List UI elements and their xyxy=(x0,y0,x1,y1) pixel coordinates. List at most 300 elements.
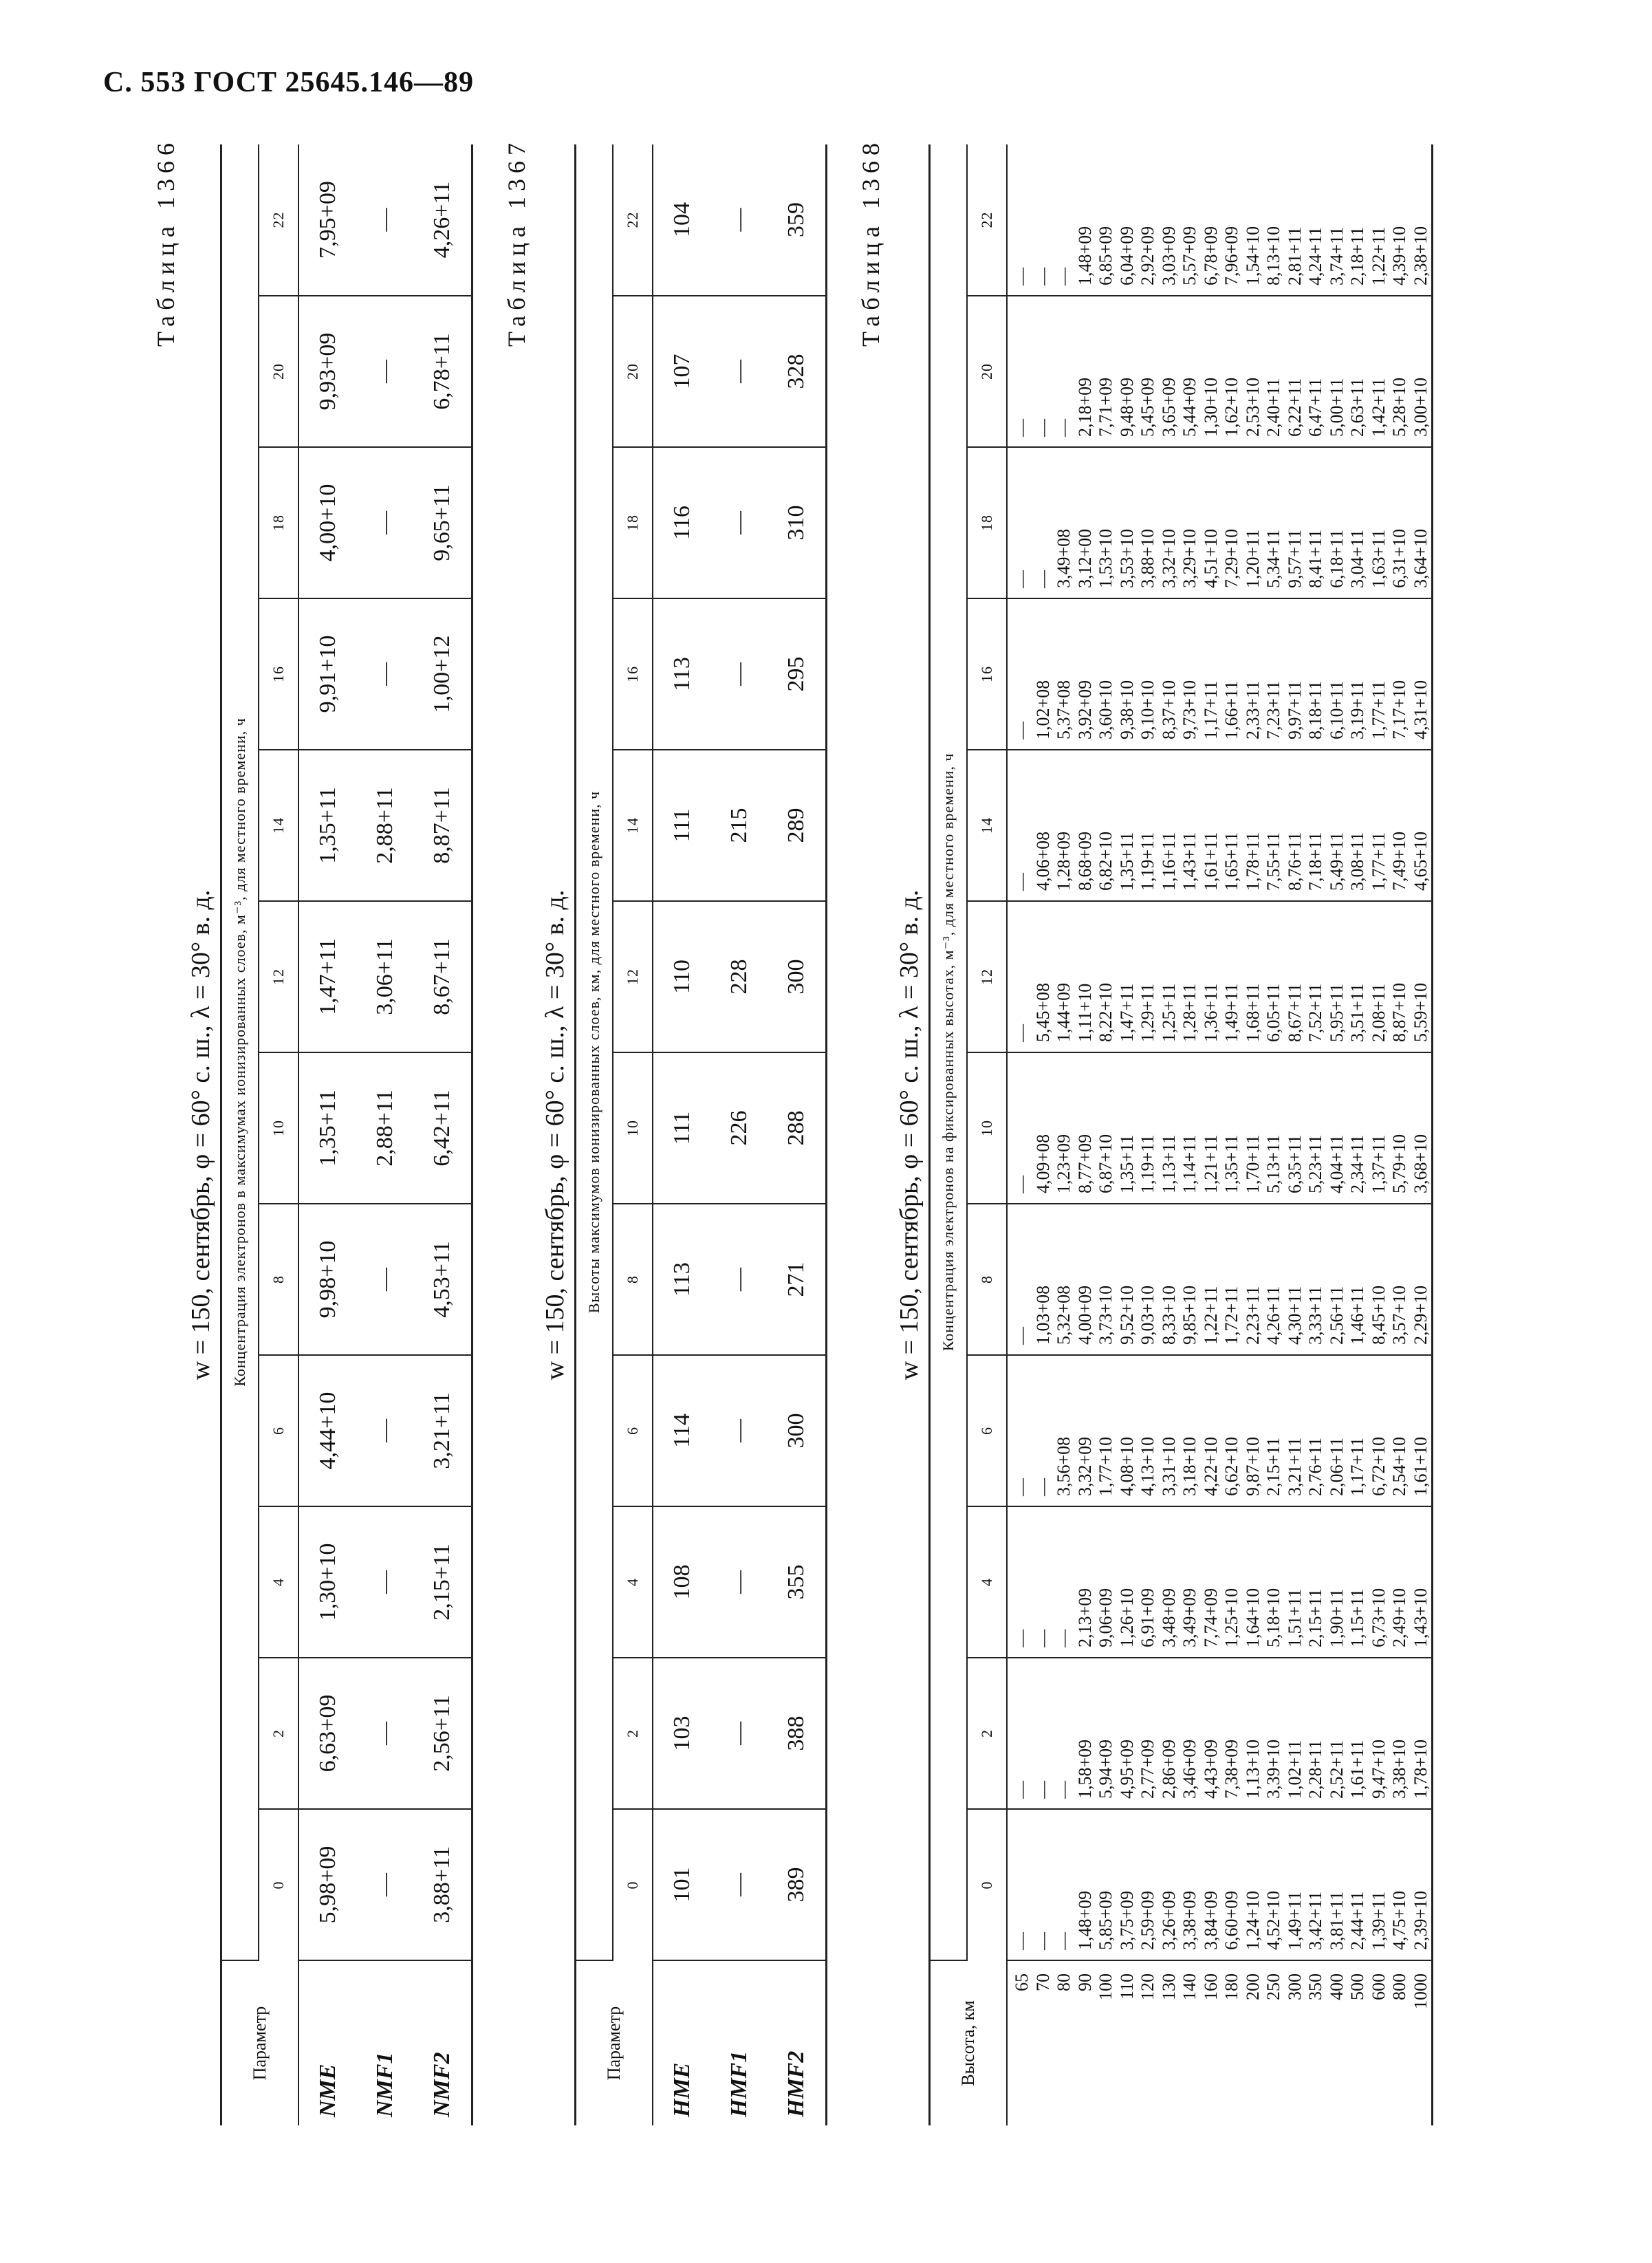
value-cell: 3,48+09 xyxy=(1158,1588,1179,1647)
altitude-value: 250 xyxy=(1263,1973,1283,2000)
value-cell: 1,53+10 xyxy=(1096,528,1116,588)
table-row xyxy=(298,144,356,2125)
value-cell: — xyxy=(1012,419,1032,437)
altitude-value: 160 xyxy=(1200,1973,1221,2000)
value-cell: 2,52+11 xyxy=(1326,1740,1347,1799)
value-cell: — xyxy=(710,1355,768,1506)
value-cell: 1,42+11 xyxy=(1368,378,1389,437)
value-cell: 2,54+10 xyxy=(1389,1436,1409,1496)
hour-header: 6 xyxy=(613,1355,653,1506)
value-cell: 4,22+10 xyxy=(1200,1436,1221,1496)
value-cell: 1,35+11 xyxy=(1221,1134,1241,1193)
value-cell: 1,78+10 xyxy=(1410,1739,1431,1799)
value-cell: 1,14+11 xyxy=(1180,1134,1199,1193)
value-cell: 4,26+11 xyxy=(1263,1286,1283,1345)
value-cell: 3,57+10 xyxy=(1389,1285,1409,1345)
value-cell: 1,35+11 xyxy=(1116,832,1137,891)
hour-header: 22 xyxy=(259,144,298,296)
value-cell: 6,73+10 xyxy=(1368,1588,1389,1647)
value-cell: 5,44+09 xyxy=(1180,377,1199,437)
table-1366-title: w = 150, сентябрь, φ = 60° с. ш., λ = 30° в. д. xyxy=(186,889,215,1380)
value-cell: — xyxy=(356,1204,414,1355)
value-cell: 8,33+10 xyxy=(1158,1285,1179,1345)
value-cell: 3,46+09 xyxy=(1180,1739,1199,1799)
value-cell: 1,16+11 xyxy=(1158,832,1179,891)
value-cell: 389 xyxy=(768,1809,826,1960)
value-cell: — xyxy=(710,1506,768,1658)
value-cell: 6,47+11 xyxy=(1305,378,1325,437)
hour-header: 0 xyxy=(967,1809,1007,1960)
value-cell: 116 xyxy=(653,447,710,598)
value-cell: 1,46+11 xyxy=(1347,1286,1367,1345)
value-cell: 5,79+10 xyxy=(1389,1134,1409,1193)
value-cell: 107 xyxy=(653,296,710,447)
value-cell: 9,52+10 xyxy=(1116,1285,1137,1345)
value-cell: 8,67+11 xyxy=(414,901,472,1052)
value-cell: 5,34+11 xyxy=(1263,529,1283,588)
value-cell: 1,43+11 xyxy=(1180,832,1199,891)
value-cell: 3,08+11 xyxy=(1347,832,1367,891)
value-cell: 388 xyxy=(768,1658,826,1809)
value-cell: 2,56+11 xyxy=(1326,1286,1347,1345)
param-header: Параметр xyxy=(576,1960,653,2125)
hour-header: 14 xyxy=(967,750,1007,901)
value-cell: 1,28+11 xyxy=(1180,983,1199,1042)
value-cell: 1,43+10 xyxy=(1410,1588,1431,1647)
table-1367-label: Таблица 1367 xyxy=(503,138,530,347)
value-cell: 215 xyxy=(710,750,768,901)
value-cell: 2,15+11 xyxy=(1263,1437,1283,1496)
value-cell: 2,15+11 xyxy=(1305,1588,1325,1647)
value-cell: 7,95+09 xyxy=(298,144,356,296)
value-cell: 7,38+09 xyxy=(1221,1739,1241,1799)
value-cell: 3,33+11 xyxy=(1305,1286,1325,1345)
value-cell: 2,06+11 xyxy=(1326,1437,1347,1496)
altitude-value: 500 xyxy=(1347,1973,1367,2000)
value-cell: 1,35+11 xyxy=(298,1052,356,1204)
value-cell: 3,51+11 xyxy=(1347,983,1367,1042)
value-cell: 2,88+11 xyxy=(356,1052,414,1204)
value-cell: 7,18+11 xyxy=(1305,832,1325,891)
hour-header: 14 xyxy=(613,750,653,901)
value-cell: 9,97+11 xyxy=(1284,680,1305,739)
value-cell: 3,12+00 xyxy=(1074,528,1095,588)
hour-header: 20 xyxy=(613,296,653,447)
value-cell: 6,18+11 xyxy=(1326,529,1347,588)
value-cell: — xyxy=(710,1809,768,1960)
value-cell: 355 xyxy=(768,1506,826,1658)
value-cell: 289 xyxy=(768,750,826,901)
value-cell: 6,72+10 xyxy=(1368,1436,1389,1496)
table-row xyxy=(414,144,472,2125)
hour-header: 18 xyxy=(967,447,1007,598)
value-cell: 1,25+10 xyxy=(1221,1588,1241,1647)
param-name: HME xyxy=(669,2062,695,2117)
value-cell: 2,34+11 xyxy=(1347,1134,1367,1193)
value-cell: 5,28+10 xyxy=(1389,377,1409,437)
value-cell: 1,36+11 xyxy=(1200,983,1221,1042)
value-cell: 7,49+10 xyxy=(1389,831,1409,891)
hour-header: 2 xyxy=(967,1658,1007,1809)
value-cell: 1,03+08 xyxy=(1032,1285,1053,1345)
param-name: HMF2 xyxy=(768,1960,826,2125)
value-cell: 5,37+08 xyxy=(1054,680,1074,739)
value-cell: 1,77+11 xyxy=(1368,832,1389,891)
hour-header: 10 xyxy=(259,1052,298,1204)
hour-header: 4 xyxy=(259,1506,298,1658)
hour-header: 16 xyxy=(613,598,653,750)
value-cell: — xyxy=(710,1658,768,1809)
value-cell: — xyxy=(1032,1932,1053,1950)
value-column xyxy=(1007,750,1433,901)
value-cell: 3,18+10 xyxy=(1180,1436,1199,1496)
value-cell: 1,26+10 xyxy=(1116,1588,1137,1647)
value-cell: 228 xyxy=(710,901,768,1052)
table-1366-label: Таблица 1366 xyxy=(152,138,180,347)
value-cell: 6,31+10 xyxy=(1389,528,1409,588)
value-cell: 9,91+10 xyxy=(298,598,356,750)
value-cell: 1,17+11 xyxy=(1347,1437,1367,1496)
value-cell: 1,68+11 xyxy=(1242,983,1263,1042)
value-cell: 1,77+11 xyxy=(1368,680,1389,739)
hour-header: 8 xyxy=(613,1204,653,1355)
value-cell: — xyxy=(1012,1629,1032,1647)
value-cell: — xyxy=(1012,1024,1032,1042)
value-cell: 8,77+09 xyxy=(1074,1134,1095,1193)
value-cell: 3,03+09 xyxy=(1158,226,1179,285)
value-cell: 5,95+11 xyxy=(1326,983,1347,1042)
value-cell: 111 xyxy=(653,1052,710,1204)
altitude-value: 1000 xyxy=(1410,1973,1431,2009)
altitude-value: 90 xyxy=(1074,1973,1095,1991)
value-cell: 3,60+10 xyxy=(1096,680,1116,739)
value-cell: — xyxy=(356,447,414,598)
value-cell: 1,47+11 xyxy=(1116,983,1137,1042)
value-cell: 9,48+09 xyxy=(1116,377,1137,437)
value-cell: 8,41+11 xyxy=(1305,529,1325,588)
value-cell: — xyxy=(1054,1932,1074,1950)
value-cell: 3,21+11 xyxy=(1284,1437,1305,1496)
altitude-value: 140 xyxy=(1180,1973,1199,2000)
hour-header: 22 xyxy=(613,144,653,296)
value-cell: 1,21+11 xyxy=(1200,1134,1221,1193)
value-cell: — xyxy=(710,1204,768,1355)
value-cell: 2,59+09 xyxy=(1138,1890,1158,1950)
value-cell: 3,65+09 xyxy=(1158,377,1179,437)
value-column xyxy=(1007,598,1433,750)
value-cell: 1,29+11 xyxy=(1138,983,1158,1042)
value-cell: 1,66+11 xyxy=(1221,680,1241,739)
altitude-value: 300 xyxy=(1284,1973,1305,2000)
value-cell: 4,31+10 xyxy=(1410,680,1431,739)
value-cell: 1,13+10 xyxy=(1242,1739,1263,1799)
altitude-column xyxy=(1007,1960,1433,2125)
value-column xyxy=(1007,296,1433,447)
value-cell: 3,53+10 xyxy=(1116,528,1137,588)
value-cell: 2,49+10 xyxy=(1389,1588,1409,1647)
value-cell: 3,06+11 xyxy=(356,901,414,1052)
value-cell: 9,98+10 xyxy=(298,1204,356,1355)
value-cell: 4,24+11 xyxy=(1305,226,1325,285)
value-cell: 3,73+10 xyxy=(1096,1285,1116,1345)
value-cell: 6,87+10 xyxy=(1096,1134,1116,1193)
hour-header: 18 xyxy=(613,447,653,598)
value-cell: 9,93+09 xyxy=(298,296,356,447)
table-row xyxy=(356,144,414,2125)
value-cell: 1,17+11 xyxy=(1200,680,1221,739)
value-cell: 1,70+11 xyxy=(1242,1134,1263,1193)
value-cell: — xyxy=(1012,570,1032,588)
value-cell: 1,58+09 xyxy=(1074,1739,1095,1799)
value-column xyxy=(1007,901,1433,1052)
hour-header: 4 xyxy=(613,1506,653,1658)
hour-header: 0 xyxy=(259,1809,298,1960)
hour-header: 8 xyxy=(967,1204,1007,1355)
altitude-value: 80 xyxy=(1054,1973,1074,1991)
value-cell: 113 xyxy=(653,598,710,750)
value-cell: 3,75+09 xyxy=(1116,1890,1137,1950)
value-cell: — xyxy=(1012,1176,1032,1193)
value-cell: 3,49+08 xyxy=(1054,528,1074,588)
value-cell: 3,38+10 xyxy=(1389,1739,1409,1799)
altitude-value: 130 xyxy=(1158,1973,1179,2000)
value-cell: 9,06+09 xyxy=(1096,1588,1116,1647)
value-cell: 1,11+10 xyxy=(1074,983,1095,1042)
value-cell: 2,29+10 xyxy=(1410,1285,1431,1345)
value-cell: 4,65+10 xyxy=(1410,831,1431,891)
altitude-value: 70 xyxy=(1032,1973,1053,1991)
hour-header: 12 xyxy=(967,901,1007,1052)
value-cell: 4,52+10 xyxy=(1263,1890,1283,1950)
value-cell: 5,18+10 xyxy=(1263,1588,1283,1647)
altitude-value: 65 xyxy=(1012,1973,1032,1991)
value-cell: 4,39+10 xyxy=(1389,226,1409,285)
group-header: Концентрация электронов на фиксированных высотах, м⁻³, для местного времени, ч xyxy=(930,144,968,1960)
value-cell: 1,02+08 xyxy=(1032,680,1053,739)
value-cell: 1,62+10 xyxy=(1221,377,1241,437)
value-column xyxy=(1007,1658,1433,1809)
value-cell: — xyxy=(1054,1781,1074,1799)
value-cell: 4,00+09 xyxy=(1074,1285,1095,1345)
value-cell: 2,77+09 xyxy=(1138,1739,1158,1799)
table-row xyxy=(710,144,768,2125)
value-cell: 9,47+10 xyxy=(1368,1739,1389,1799)
hour-header: 12 xyxy=(613,901,653,1052)
hour-header: 20 xyxy=(259,296,298,447)
value-cell: 8,87+11 xyxy=(414,750,472,901)
value-cell: 6,04+09 xyxy=(1116,226,1137,285)
value-cell: 2,76+11 xyxy=(1305,1437,1325,1496)
value-cell: — xyxy=(1032,1629,1053,1647)
value-cell: — xyxy=(1054,1629,1074,1647)
value-cell: — xyxy=(1012,1327,1032,1345)
value-cell: 359 xyxy=(768,144,826,296)
hour-header: 2 xyxy=(613,1658,653,1809)
value-cell: 3,92+09 xyxy=(1074,680,1095,739)
value-cell: 8,13+10 xyxy=(1263,226,1283,285)
value-cell: 7,52+11 xyxy=(1305,983,1325,1042)
value-cell: 1,39+11 xyxy=(1368,1891,1389,1950)
value-cell: 3,88+10 xyxy=(1138,528,1158,588)
value-cell: 300 xyxy=(768,1355,826,1506)
value-cell: 7,17+10 xyxy=(1389,680,1409,739)
value-cell: — xyxy=(1054,268,1074,285)
value-cell: 1,63+11 xyxy=(1368,529,1389,588)
value-cell: 2,39+10 xyxy=(1410,1890,1431,1950)
value-cell: 2,38+10 xyxy=(1410,226,1431,285)
value-cell: 1,37+11 xyxy=(1368,1134,1389,1193)
value-cell: 6,62+10 xyxy=(1221,1436,1241,1496)
value-cell: 2,81+11 xyxy=(1284,226,1305,285)
value-cell: 1,49+11 xyxy=(1284,1891,1305,1950)
value-cell: — xyxy=(356,598,414,750)
value-cell: 1,20+11 xyxy=(1242,529,1263,588)
value-cell: 6,05+11 xyxy=(1263,983,1283,1042)
value-cell: 6,85+09 xyxy=(1096,226,1116,285)
value-cell: 6,22+11 xyxy=(1284,378,1305,437)
value-cell: 8,18+11 xyxy=(1305,680,1325,739)
hour-header: 22 xyxy=(967,144,1007,296)
value-cell: 4,04+11 xyxy=(1326,1134,1347,1193)
value-cell: 300 xyxy=(768,901,826,1052)
value-cell: 8,76+11 xyxy=(1284,832,1305,891)
value-cell: 3,84+09 xyxy=(1200,1890,1221,1950)
value-cell: 4,75+10 xyxy=(1389,1890,1409,1950)
value-cell: 111 xyxy=(653,750,710,901)
value-cell: — xyxy=(356,1809,414,1960)
value-cell: 6,42+11 xyxy=(414,1052,472,1204)
altitude-value: 350 xyxy=(1305,1973,1325,2000)
value-cell: 1,28+09 xyxy=(1054,831,1074,891)
table-1367 xyxy=(574,144,827,2125)
hour-header: 20 xyxy=(967,296,1007,447)
value-cell: 1,64+10 xyxy=(1242,1588,1263,1647)
hour-header: 0 xyxy=(613,1809,653,1960)
value-cell: 7,96+09 xyxy=(1221,226,1241,285)
hour-header: 6 xyxy=(967,1355,1007,1506)
value-cell: 4,44+10 xyxy=(298,1355,356,1506)
value-cell: 2,56+11 xyxy=(414,1658,472,1809)
value-cell: 9,10+10 xyxy=(1138,680,1158,739)
value-cell: 1,02+11 xyxy=(1284,1740,1305,1799)
value-cell: 4,06+08 xyxy=(1032,831,1053,891)
value-cell: 4,08+10 xyxy=(1116,1436,1137,1496)
value-cell: 3,88+11 xyxy=(414,1809,472,1960)
table-row xyxy=(1007,144,1433,2125)
value-cell: 1,24+10 xyxy=(1242,1890,1263,1950)
value-cell: 110 xyxy=(653,901,710,1052)
value-column xyxy=(1007,144,1433,296)
value-cell: 3,68+10 xyxy=(1410,1134,1431,1193)
value-cell: 6,78+11 xyxy=(414,296,472,447)
value-cell: 2,18+11 xyxy=(1347,226,1367,285)
value-cell: 1,44+09 xyxy=(1054,982,1074,1042)
value-cell: 113 xyxy=(653,1204,710,1355)
value-cell: 1,19+11 xyxy=(1138,1134,1158,1193)
table-1368 xyxy=(928,144,1433,2125)
value-cell: 3,26+09 xyxy=(1158,1890,1179,1950)
value-cell: 8,87+10 xyxy=(1389,982,1409,1042)
value-cell: 3,38+09 xyxy=(1180,1890,1199,1950)
table-1368-title: w = 150, сентябрь, φ = 60° с. ш., λ = 30° в. д. xyxy=(895,889,924,1380)
value-cell: — xyxy=(1012,1932,1032,1950)
value-cell: 5,45+09 xyxy=(1138,377,1158,437)
value-cell: 1,61+10 xyxy=(1410,1436,1431,1496)
value-cell: 1,00+12 xyxy=(414,598,472,750)
altitude-value: 400 xyxy=(1326,1973,1347,2000)
value-cell: 1,72+11 xyxy=(1221,1286,1241,1345)
rotated-tables xyxy=(144,138,1589,2125)
value-cell: 328 xyxy=(768,296,826,447)
value-cell: 4,09+08 xyxy=(1032,1134,1053,1193)
value-cell: 5,59+10 xyxy=(1410,982,1431,1042)
value-cell: 5,13+11 xyxy=(1263,1134,1283,1193)
param-name: HMF1 xyxy=(726,2050,752,2117)
value-cell: 2,15+11 xyxy=(414,1506,472,1658)
value-cell: 8,68+09 xyxy=(1074,831,1095,891)
value-cell: 3,32+10 xyxy=(1158,528,1179,588)
value-cell: 3,29+10 xyxy=(1180,528,1199,588)
table-row xyxy=(653,144,710,2125)
value-cell: 9,85+10 xyxy=(1180,1285,1199,1345)
value-cell: 2,23+11 xyxy=(1242,1286,1263,1345)
value-cell: 5,98+09 xyxy=(298,1809,356,1960)
hour-header: 14 xyxy=(259,750,298,901)
value-cell: 1,51+11 xyxy=(1284,1588,1305,1647)
value-cell: 3,56+08 xyxy=(1054,1436,1074,1496)
value-cell: 3,19+11 xyxy=(1347,680,1367,739)
value-cell: 6,60+09 xyxy=(1221,1890,1241,1950)
param-name: NMF2 xyxy=(414,1960,472,2125)
hour-header: 6 xyxy=(259,1355,298,1506)
value-cell: 4,26+11 xyxy=(414,144,472,296)
value-cell: 1,61+11 xyxy=(1347,1740,1367,1799)
value-cell: 1,22+11 xyxy=(1200,1286,1221,1345)
value-cell: 108 xyxy=(653,1506,710,1658)
value-cell: — xyxy=(1054,419,1074,437)
value-cell: 9,57+11 xyxy=(1284,529,1305,588)
value-cell: 295 xyxy=(768,598,826,750)
value-cell: 7,23+11 xyxy=(1263,680,1283,739)
value-cell: — xyxy=(1012,268,1032,285)
value-cell: 7,74+09 xyxy=(1200,1588,1221,1647)
value-cell: 2,40+11 xyxy=(1263,378,1283,437)
hour-header: 18 xyxy=(259,447,298,598)
value-cell: 1,13+11 xyxy=(1158,1134,1179,1193)
value-cell: 8,45+10 xyxy=(1368,1285,1389,1345)
value-cell: 3,42+11 xyxy=(1305,1891,1325,1950)
param-name: NMF1 xyxy=(372,2052,398,2117)
value-cell: 3,04+11 xyxy=(1347,529,1367,588)
value-cell: 114 xyxy=(653,1355,710,1506)
value-column xyxy=(1007,1052,1433,1204)
value-cell: 1,23+09 xyxy=(1054,1134,1074,1193)
value-cell: 2,13+09 xyxy=(1074,1588,1095,1647)
value-cell: 5,32+08 xyxy=(1054,1285,1074,1345)
value-cell: 1,25+11 xyxy=(1158,983,1179,1042)
value-cell: 1,19+11 xyxy=(1138,832,1158,891)
altitude-value: 200 xyxy=(1242,1973,1263,2000)
value-cell: 8,22+10 xyxy=(1096,982,1116,1042)
value-cell: — xyxy=(356,1506,414,1658)
altitude-value: 100 xyxy=(1096,1973,1116,2000)
value-cell: 4,43+09 xyxy=(1200,1739,1221,1799)
value-cell: 2,63+11 xyxy=(1347,378,1367,437)
value-cell: — xyxy=(710,447,768,598)
value-cell: 1,35+11 xyxy=(298,750,356,901)
value-cell: 1,90+11 xyxy=(1326,1588,1347,1647)
table-1366 xyxy=(220,144,473,2125)
